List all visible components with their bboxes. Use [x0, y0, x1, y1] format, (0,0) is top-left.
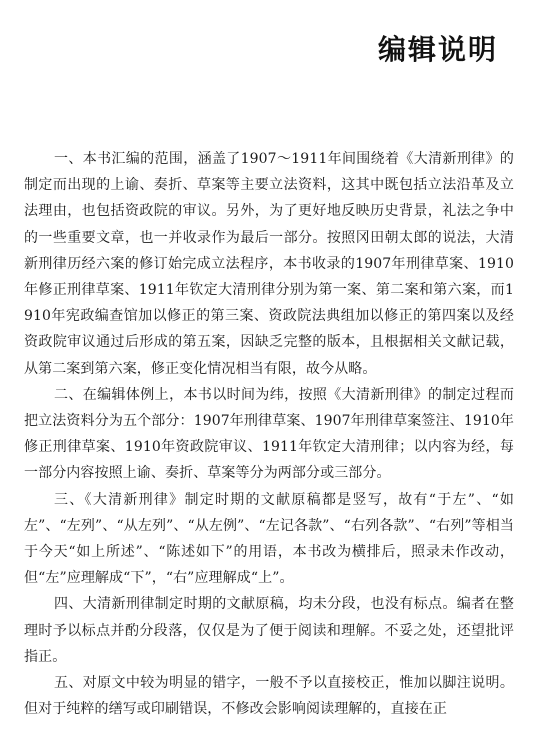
paragraph-scope: 一、本书汇编的范围，涵盖了1907～1911年间围绕着《大清新刑律》的制定而出现的上谕、奏折、草案等主要立法资料，这其中既包括立法沿革及立法理由，也包括资政院的审议。另外，为了更好地反映历史背景，礼法之争中的一些重要文章，也一并收录作为最后一部分。按照冈田朝太郎的说法，大清新刑律历经六案的修订始完成立法程序，本书收录的1907年刑律草案、1910年修正刑律草案、1911年钦定大清刑律分别为第一案、第二案和第六案，而1910年宪政编查馆加以修正的第三案、资政院法典组加以修正的第四案以及经资政院审议通过后形成的第五案，因缺乏完整的版本，且根据相关文献记载，从第二案到第六案，修正变化情况相当有限，故今从略。 — [24, 151, 514, 377]
paragraph-structure: 二、在编辑体例上，本书以时间为纬，按照《大清新刑律》的制定过程而把立法资料分为五个部分：1907年刑律草案、1907年刑律草案签注、1910年修正刑律草案、1910年资政院审议、1911年钦定大清刑律；以内容为经，每一部分内容按照上谕、奏折、草案等分为两部分或三部分。 — [24, 386, 514, 482]
body-text — [24, 146, 514, 722]
paragraph-orientation: 三、《大清新刑律》制定时期的文献原稿都是竖写，故有“于左”、“如左”、“左列”、“从左列”、“从左例”、“左记各款”、“右列各款”、“右列”等相当于今天“如上所述”、“陈述如下”的用语，本书改为横排后，照录未作改动，但“左”应理解成“下”，“右”应理解成“上”。 — [24, 491, 514, 587]
paragraph-punctuation: 四、大清新刑律制定时期的文献原稿，均未分段，也没有标点。编者在整理时予以标点并酌分段落，仅仅是为了便于阅读和理解。不妥之处，还望批评指正。 — [24, 596, 514, 665]
paragraph-corrections: 五、对原文中较为明显的错字，一般不予以直接校正，惟加以脚注说明。但对于纯粹的缮写或印刷错误，不修改会影响阅读理解的，直接在正 — [24, 675, 514, 718]
page-title: 编辑说明 — [377, 33, 498, 66]
